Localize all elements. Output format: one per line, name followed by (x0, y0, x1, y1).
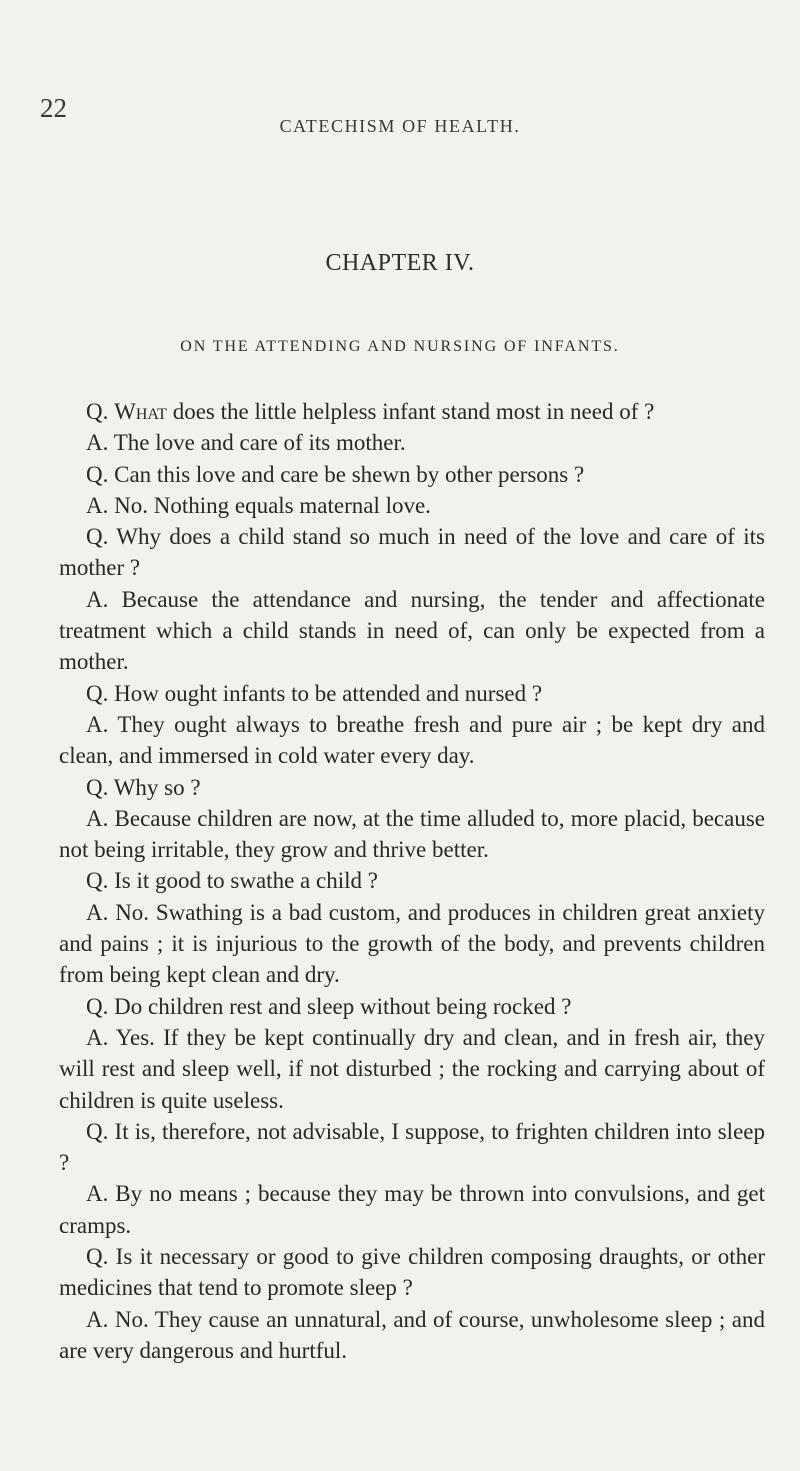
chapter-subtitle: ON THE ATTENDING AND NURSING OF INFANTS. (180, 338, 620, 355)
catechism-entry (59, 803, 765, 866)
chapter-title: CHAPTER IV. (325, 250, 475, 276)
catechism-entry (59, 991, 765, 1022)
entry-text: does the little helpless infant stand most in need of ? (166, 399, 655, 424)
catechism-entry (59, 1022, 765, 1116)
entry-label: A. (86, 492, 109, 518)
catechism-body (59, 396, 765, 1366)
entry-text: Because children are now, at the time alluded to, more placid, because not being irritable, they grow and thrive better. (59, 805, 765, 863)
entry-label: A. (86, 1181, 109, 1207)
catechism-entry (59, 427, 765, 458)
catechism-entry (59, 490, 765, 521)
catechism-entry (59, 396, 765, 427)
entry-label: A. (86, 805, 109, 831)
entry-text: Can this love and care be shewn by other persons ? (108, 461, 585, 487)
entry-text: Yes. If they be kept continually dry and clean, and in fresh air, they will rest and sleep well, if not disturbed ; the rocking and carrying about of children is quite useless. (59, 1024, 765, 1113)
entry-label: Q. (86, 993, 109, 1019)
entry-text: Is it necessary or good to give children composing draughts, or other medicines that tend to promote sleep ? (59, 1244, 765, 1301)
entry-label: Q. (86, 1244, 109, 1270)
entry-text: It is, therefore, not advisable, I suppose, to frighten children into sleep ? (59, 1118, 765, 1176)
page-number: 22 (40, 93, 67, 123)
entry-text: They ought always to breathe fresh and pure air ; be kept dry and clean, and immersed in cold water every day. (59, 711, 765, 769)
entry-text: The love and care of its mother. (108, 430, 406, 456)
entry-label: Q. (86, 774, 109, 800)
entry-text: Is it good to swathe a child ? (108, 868, 378, 894)
entry-text: Why so ? (108, 774, 201, 800)
catechism-entry (59, 709, 765, 772)
entry-label: Q. (86, 1118, 109, 1144)
entry-text: How ought infants to be attended and nursed ? (108, 680, 543, 706)
entry-text: By no means ; because they may be thrown into convulsions, and get cramps. (59, 1181, 765, 1238)
catechism-entry (59, 678, 765, 709)
entry-text: No. Nothing equals maternal love. (108, 492, 431, 518)
entry-text: No. They cause an unnatural, and of course, unwholesome sleep ; and are very dangerous and hurtful. (59, 1306, 765, 1363)
catechism-entry (59, 772, 765, 803)
entry-label: A. (86, 1024, 109, 1050)
entry-label: A. (86, 430, 109, 456)
catechism-entry (59, 1116, 765, 1179)
entry-label: A. (86, 1306, 109, 1332)
entry-label: A. (86, 711, 109, 737)
entry-label: A. (86, 899, 109, 925)
entry-label: Q. (86, 524, 109, 550)
entry-text: Why does a child stand so much in need of the love and care of its mother ? (59, 524, 765, 581)
catechism-entry (59, 584, 765, 678)
catechism-entry (59, 897, 765, 991)
entry-text: No. Swathing is a bad custom, and produces in children great anxiety and pains ; it is injurious to the growth of the body, and prevents children from being kept clean and dry. (59, 899, 765, 988)
running-head: CATECHISM OF HEALTH. (279, 116, 521, 136)
catechism-entry (59, 865, 765, 896)
catechism-entry (59, 521, 765, 584)
entry-label: Q. (86, 680, 109, 706)
entry-label: A. (86, 586, 109, 612)
catechism-entry (59, 1178, 765, 1241)
catechism-entry (59, 1304, 765, 1367)
entry-label: Q. (86, 461, 109, 487)
entry-text: Do children rest and sleep without being rocked ? (108, 993, 572, 1019)
entry-text: Because the attendance and nursing, the tender and affectionate treatment which a child stands in need of, can only be expected from a mother. (59, 586, 765, 675)
catechism-entry (59, 459, 765, 490)
entry-label: Q. (86, 399, 109, 424)
entry-lead-word: What (114, 399, 167, 424)
entry-label: Q. (86, 868, 109, 894)
catechism-entry (59, 1241, 765, 1304)
